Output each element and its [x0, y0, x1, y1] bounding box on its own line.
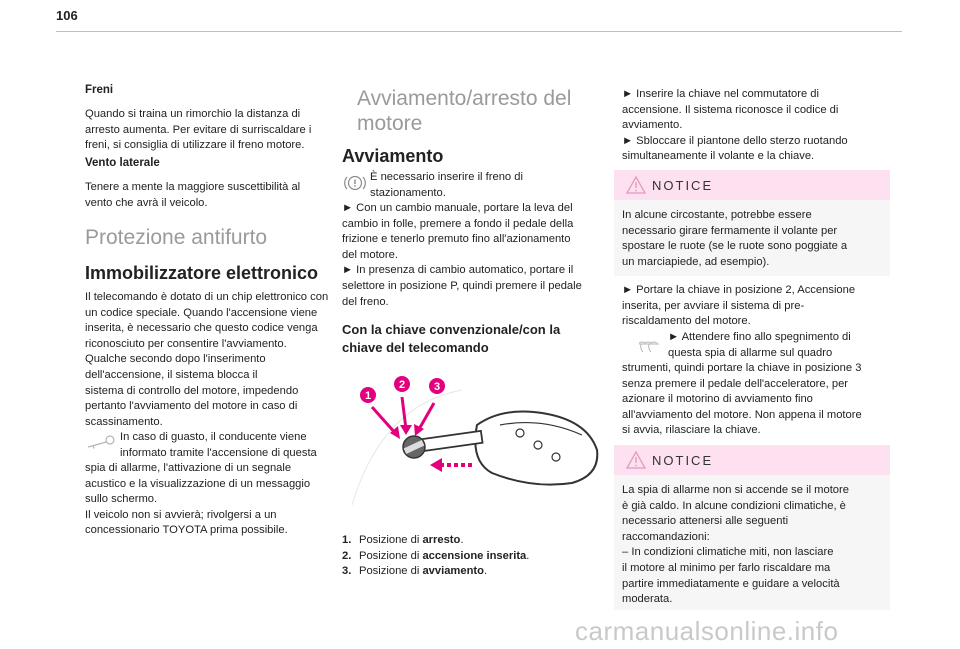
text-line: acustico e la visualizzazione di un messaggio: [85, 477, 311, 490]
notice-header-1: [614, 170, 890, 200]
text-line: arresto aumenta. Per evitare di surriscaldare i: [85, 123, 312, 136]
text-line: cambio in folle, premere a fondo il pedale della: [342, 217, 574, 230]
text-line: In alcune circostante, potrebbe essere: [622, 209, 812, 221]
parking-brake-icon: [342, 174, 368, 192]
notice-text-2: [622, 483, 849, 608]
text-line: Il telecomando è dotato di un chip elettronico con: [85, 291, 329, 303]
text-line: spostare le ruote (se le ruote sono poggiate a: [622, 240, 848, 253]
freni-text: [85, 107, 311, 154]
col3-mid-indented: [668, 330, 851, 361]
text-line: all'avviamento del motore. Non appena il motore: [622, 408, 862, 421]
text-line: questa spia di allarme sul quadro: [668, 346, 833, 359]
chiave-title: [342, 321, 560, 357]
text-line: è già caldo. In alcune condizioni climatiche, è: [622, 499, 846, 512]
text-line: il motore al minimo per farlo riscaldare ma: [622, 561, 831, 574]
text-line: vento che avrà il veicolo.: [85, 196, 208, 209]
text-line: strumenti, quindi portare la chiave in posizione 3: [622, 362, 862, 374]
text-line: pertanto l'avviamento del motore in caso di: [85, 400, 298, 413]
text-line: partire immediatamente e guidare a velocità: [622, 577, 840, 590]
list-text: Posizione di: [359, 565, 423, 578]
text-line: freni, si consiglia di utilizzare il freno motore.: [85, 139, 305, 152]
text-line: un codice speciale. Quando l'accensione viene: [85, 306, 318, 319]
text-line: sistema di controllo del motore, impedendo: [85, 384, 299, 397]
text-line: Qualche secondo dopo l'inserimento: [85, 353, 266, 366]
text-line: si avvia, rilasciare la chiave.: [622, 424, 761, 437]
text-line: inserita, per avviare il sistema di pre-: [622, 299, 805, 312]
section-title-line-1: Avviamento/arresto del: [357, 87, 572, 110]
text-line: ► Inserire la chiave nel commutatore di: [622, 88, 819, 100]
text-line: ► Portare la chiave in posizione 2, Accensione: [622, 284, 856, 296]
position-list-item: [342, 533, 529, 549]
text-line: un marciapiede, ad esempio).: [622, 255, 770, 268]
text-line: ► Attendere fino allo spegnimento di: [668, 331, 851, 343]
ignition-key-figure: [342, 365, 612, 520]
vento-text: [85, 180, 300, 211]
text-line: moderata.: [622, 593, 673, 606]
section-title-protezione: Protezione antifurto: [85, 226, 268, 249]
key-warning-icon: [86, 435, 116, 449]
text-line: avviamento.: [622, 119, 683, 132]
text-line: È necessario inserire il freno di: [370, 171, 523, 183]
preheating-warning-icon: [636, 340, 662, 354]
text-line: accensione. Il sistema riconosce il codice di: [622, 103, 839, 116]
text-line: necessario attenersi alle seguenti: [622, 515, 789, 528]
notice-header-2: [614, 445, 890, 475]
text-line: dell'accensione, il sistema blocca il: [85, 368, 258, 381]
chiave-title-line-1: Con la chiave convenzionale/con la: [342, 322, 561, 337]
text-line: frizione e tenerlo premuto fino all'azionamento: [342, 233, 571, 246]
col3-mid-text: [622, 283, 855, 330]
list-number: 1.: [342, 534, 352, 546]
text-line: del freno.: [342, 295, 389, 308]
section-title-avviamento-arresto: [357, 86, 571, 136]
text-line: Il veicolo non si avvierà; rivolgersi a un: [85, 508, 277, 521]
avviamento-title: Avviamento: [342, 146, 444, 166]
guasto-text: [85, 461, 310, 539]
list-bold: avviamento: [422, 565, 484, 578]
list-end: .: [484, 565, 488, 578]
text-line: Tenere a mente la maggiore suscettibilità al: [85, 181, 301, 193]
list-number: 3.: [342, 565, 352, 578]
text-line: spia di allarme, l'attivazione di un segnale: [85, 462, 292, 474]
position-list: [342, 533, 529, 580]
notice-box-2: [614, 445, 890, 610]
vento-title: Vento laterale: [85, 157, 160, 169]
warning-triangle-icon: [626, 451, 646, 469]
text-line: ► In presenza di cambio automatico, portare il: [342, 264, 574, 277]
list-end: .: [526, 549, 530, 562]
col3-top-text: [622, 87, 848, 165]
list-text: Posizione di: [359, 549, 423, 562]
text-line: del motore.: [342, 248, 398, 261]
header-rule: [56, 31, 902, 32]
immobilizzatore-text: [85, 290, 328, 430]
text-line: Quando si traina un rimorchio la distanza di: [85, 108, 301, 120]
notice-box-1: [614, 170, 890, 276]
text-line: sullo schermo.: [85, 493, 158, 506]
text-line: scassinamento.: [85, 415, 163, 428]
notice-text-1: [622, 208, 847, 270]
text-line: necessario girare fermamente il volante per: [622, 224, 838, 237]
guasto-indented-text: [120, 430, 317, 461]
text-line: informato tramite l'accensione di questa: [120, 446, 317, 459]
watermark: carmanualsonline.info: [575, 616, 839, 646]
text-line: stazionamento.: [370, 186, 446, 199]
parking-note-text: [370, 170, 523, 201]
immobilizzatore-title: Immobilizzatore elettronico: [85, 263, 319, 283]
text-line: raccomandazioni:: [622, 530, 710, 543]
list-bold: arresto: [422, 534, 461, 546]
text-line: senza premere il pedale dell'acceleratore, per: [622, 377, 849, 390]
text-line: simultaneamente il volante e la chiave.: [622, 150, 815, 163]
text-line: La spia di allarme non si accende se il motore: [622, 484, 849, 496]
text-line: ► Sbloccare il piantone dello sterzo ruotando: [622, 134, 848, 147]
section-title-line-2: motore: [357, 112, 423, 135]
notice-title-2: NOTICE: [652, 453, 714, 468]
list-number: 2.: [342, 549, 352, 562]
text-line: concessionario TOYOTA prima possibile.: [85, 524, 288, 537]
position-list-item: [342, 564, 529, 580]
text-line: inserita, è necessario che questo codice venga: [85, 322, 318, 335]
col3-mid-text-2: [622, 361, 862, 439]
text-line: – In condizioni climatiche miti, non lasciare: [622, 546, 834, 559]
callout-3: 3: [433, 381, 441, 393]
callout-2: 2: [398, 379, 406, 391]
warning-triangle-icon: [626, 176, 646, 194]
list-bold: accensione inserita: [422, 549, 527, 562]
chiave-title-line-2: chiave del telecomando: [342, 340, 489, 355]
text-line: riscaldamento del motore.: [622, 315, 751, 328]
text-line: selettore in posizione P, quindi premere il pedale: [342, 279, 582, 292]
notice-title-1: NOTICE: [652, 178, 714, 193]
list-end: .: [460, 534, 464, 546]
position-list-item: [342, 549, 529, 565]
page-number: 106: [56, 8, 78, 23]
text-line: ► Con un cambio manuale, portare la leva del: [342, 202, 573, 214]
text-line: azionare il motorino di avviamento fino: [622, 393, 813, 406]
callout-1: 1: [364, 390, 372, 402]
avviamento-body: [342, 201, 582, 310]
text-line: In caso di guasto, il conducente viene: [120, 431, 307, 443]
text-line: riconosciuto per consentire l'avviamento.: [85, 337, 287, 350]
freni-title: Freni: [85, 84, 114, 96]
list-text: Posizione di: [359, 534, 423, 546]
